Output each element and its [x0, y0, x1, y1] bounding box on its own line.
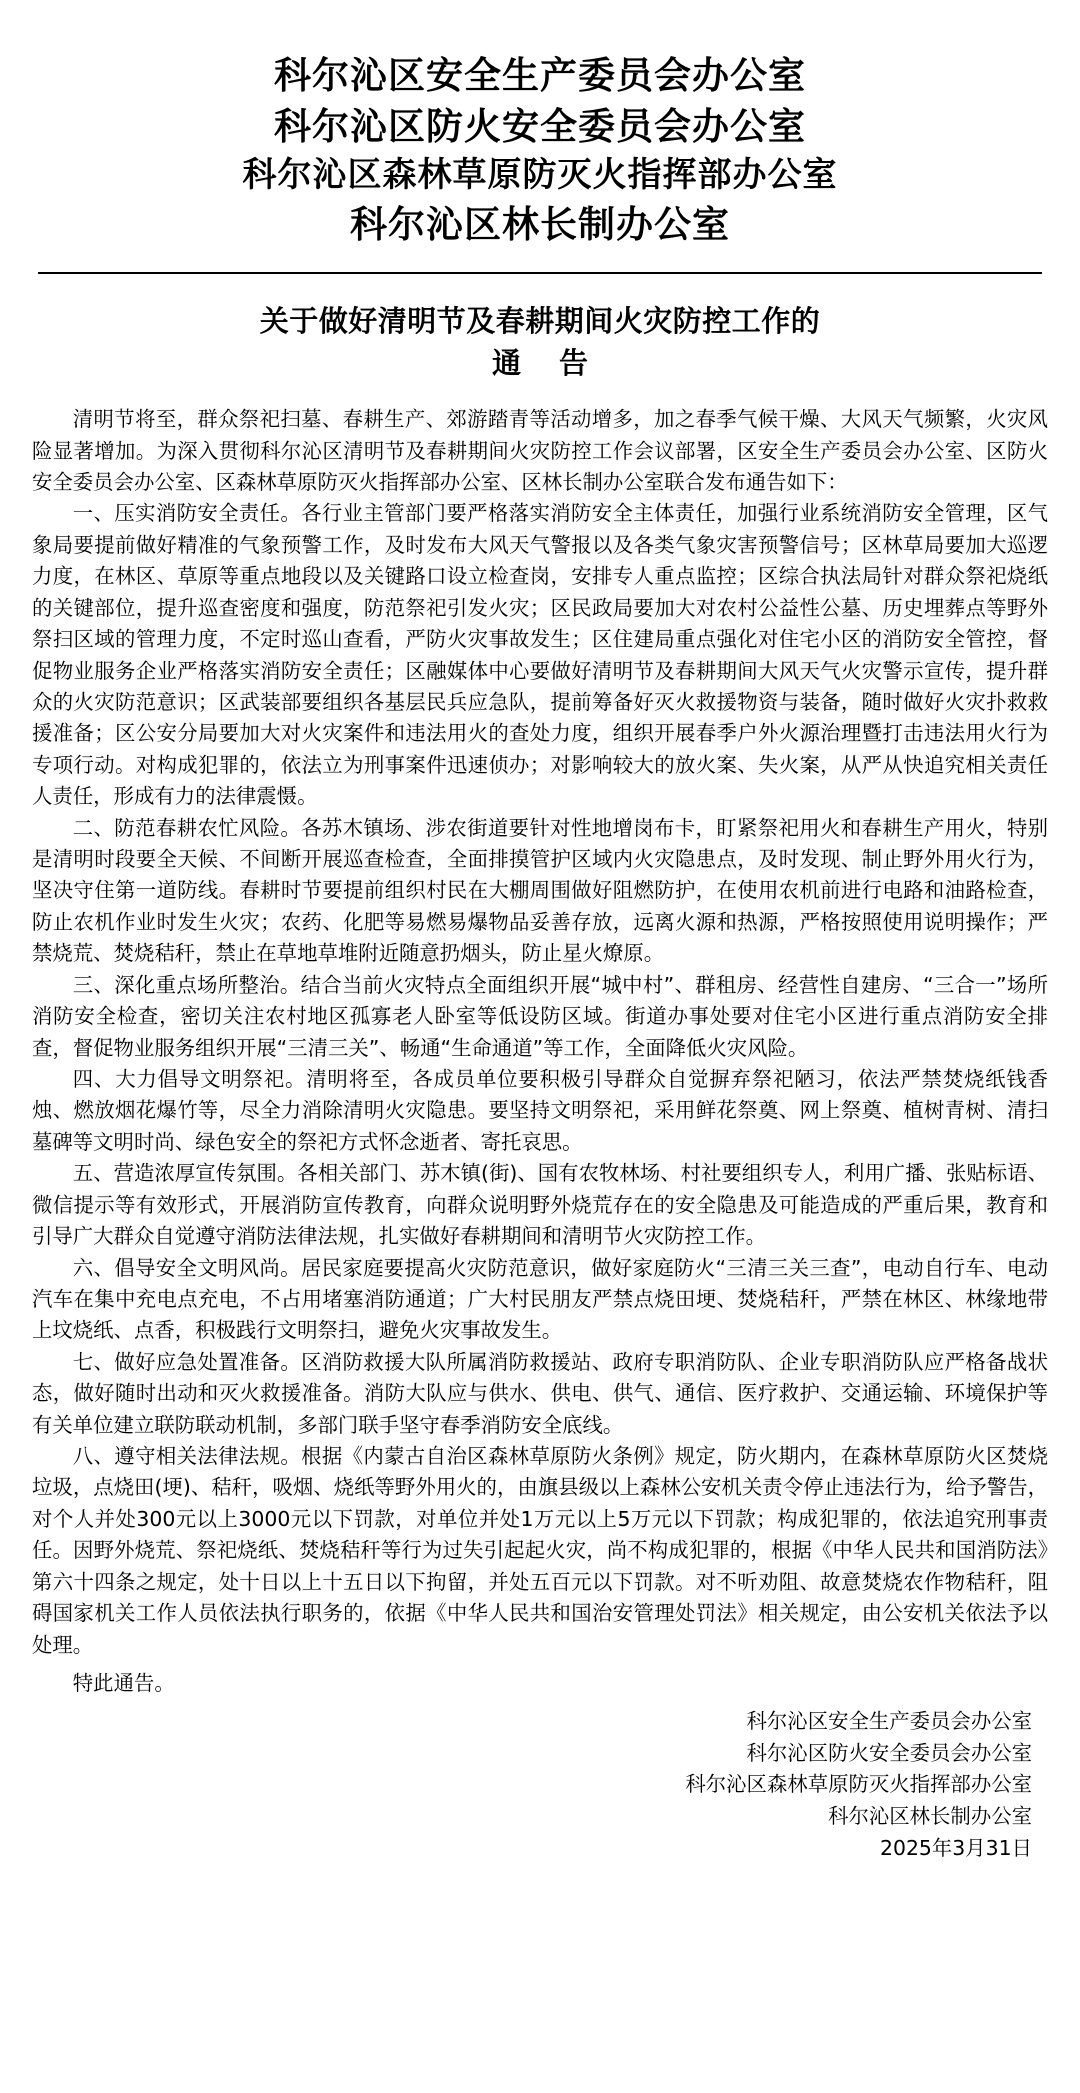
- masthead-line-3: 科尔沁区森林草原防灭火指挥部办公室: [242, 155, 838, 196]
- paragraph-section-7: 七、做好应急处置准备。区消防救援大队所属消防救援站、政府专职消防队、企业专职消防队应严格备战状态，做好随时出动和灭火救援准备。消防大队应与供水、供电、供气、通信、医疗救护、交通运输、环境保护等有关单位建立联防联动机制，多部门联手坚守春季消防安全底线。: [32, 1349, 1048, 1437]
- document-body: [32, 404, 1048, 1661]
- signature-line-3: 科尔沁区森林草原防灭火指挥部办公室: [685, 1772, 1032, 1797]
- masthead-line-4: 科尔沁区林长制办公室: [350, 203, 730, 246]
- paragraph-section-3: 三、深化重点场所整治。结合当前火灾特点全面组织开展“城中村”、群租房、经营性自建房、“三合一”场所消防安全检查，密切关注农村地区孤寡老人卧室等低设防区域。街道办事处要对住宅小区进行重点消防安全排查，督促物业服务组织开展“三清三关”、畅通“生命通道”等工作，全面降低火灾风险。: [32, 972, 1048, 1060]
- closing-statement: 特此通告。: [72, 1671, 175, 1696]
- paragraph-section-4: 四、大力倡导文明祭祀。清明将至，各成员单位要积极引导群众自觉摒弃祭祀陋习，依法严禁焚烧纸钱香烛、燃放烟花爆竹等，尽全力消除清明火灾隐患。要坚持文明祭祀，采用鲜花祭奠、网上祭奠、植树青树、清扫墓碑等文明时尚、绿色安全的祭祀方式怀念逝者、寄托哀思。: [32, 1067, 1048, 1154]
- page-title-line-1: 关于做好清明节及春耕期间火灾防控工作的: [259, 304, 821, 339]
- masthead: [32, 50, 1048, 250]
- paragraph-section-6: 六、倡导安全文明风尚。居民家庭要提高火灾防范意识，做好家庭防火“三清三关三查”，电动自行车、电动汽车在集中充电点充电，不占用堵塞消防通道；广大村民朋友严禁点烧田埂、焚烧秸秆，严禁在林区、林缘地带上坟烧纸、点香，积极践行文明祭扫，避免火灾事故发生。: [32, 1255, 1048, 1343]
- signature-block: [32, 1706, 1048, 1864]
- header-divider: [38, 272, 1042, 274]
- masthead-line-1: 科尔沁区安全生产委员会办公室: [274, 54, 806, 97]
- paragraph-section-1: 一、压实消防安全责任。各行业主管部门要严格落实消防安全主体责任，加强行业系统消防安全管理，区气象局要提前做好精准的气象预警工作，及时发布大风天气警报以及各类气象灾害预警信号；区林草局要加大巡逻力度，在林区、草原等重点地段以及关键路口设立检查岗，安排专人重点监控；区综合执法局针对群众祭祀烧纸的关键部位，提升巡查密度和强度，防范祭祀引发火灾；区民政局要加大对农村公益性公墓、历史埋葬点等野外祭扫区域的管理力度，不定时巡山查看，严防火灾事故发生；区住建局重点强化对住宅小区的消防安全管控，督促物业服务企业严格落实消防安全责任；区融媒体中心要做好清明节及春耕期间大风天气火灾警示宣传，提升群众的火灾防范意识；区武装部要组织各基层民兵应急队，提前筹备好灭火救援物资与装备，随时做好火灾扑救救援准备；区公安分局要加大对火灾案件和违法用火的查处力度，组织开展春季户外火源治理暨打击违法用火行为专项行动。对构成犯罪的，依法立为刑事案件迅速侦办；对影响较大的放火案、失火案，从严从快追究相关责任人责任，形成有力的法律震慑。: [32, 501, 1048, 809]
- paragraph-section-8: 八、遵守相关法律法规。根据《内蒙古自治区森林草原防火条例》规定，防火期内，在森林草原防火区焚烧垃圾，点烧田(埂)、秸秆，吸烟、烧纸等野外用火的，由旗县级以上森林公安机关责令停止违法行为，给予警告，对个人并处300元以上3000元以下罚款，对单位并处1万元以上5万元以下罚款；构成犯罪的，依法追究刑事责任。因野外烧荒、祭祀烧纸、焚烧秸秆等行为过失引起起火灾，尚不构成犯罪的，根据《中华人民共和国消防法》第六十四条之规定，处十日以上十五日以下拘留，并处五百元以下罚款。对不听劝阻、故意焚烧农作物秸秆，阻碍国家机关工作人员依法执行职务的，依据《中华人民共和国治安管理处罚法》相关规定，由公安机关依法予以处理。: [32, 1444, 1048, 1657]
- signature-line-1: 科尔沁区安全生产委员会办公室: [746, 1709, 1032, 1734]
- page-title: [32, 300, 1048, 384]
- paragraph-section-5: 五、营造浓厚宣传氛围。各相关部门、苏木镇(街)、国有农牧林场、村社要组织专人，利用广播、张贴标语、微信提示等有效形式，开展消防宣传教育，向群众说明野外烧荒存在的安全隐患及可能造成的严重后果，教育和引导广大群众自觉遵守消防法律法规，扎实做好春耕期间和清明节火灾防控工作。: [32, 1161, 1048, 1249]
- signature-line-4: 科尔沁区林长制办公室: [828, 1803, 1032, 1828]
- signature-line-2: 科尔沁区防火安全委员会办公室: [746, 1740, 1032, 1765]
- page-title-line-2: 通 告: [491, 346, 603, 381]
- signature-date: 2025年3月31日: [880, 1835, 1032, 1860]
- masthead-line-2: 科尔沁区防火安全委员会办公室: [274, 105, 806, 149]
- paragraph-intro: 清明节将至，群众祭祀扫墓、春耕生产、郊游踏青等活动增多，加之春季气候干燥、大风天气频繁，火灾风险显著增加。为深入贯彻科尔沁区清明节及春耕期间火灾防控工作会议部署，区安全生产委员会办公室、区防火安全委员会办公室、区森林草原防灭火指挥部办公室、区林长制办公室联合发布通告如下：: [32, 407, 1048, 494]
- paragraph-section-2: 二、防范春耕农忙风险。各苏木镇场、涉农街道要针对性地增岗布卡，盯紧祭祀用火和春耕生产用火，特别是清明时段要全天候、不间断开展巡查检查，全面排摸管护区域内火灾隐患点，及时发现、制止野外用火行为，坚决守住第一道防线。春耕时节要提前组织村民在大棚周围做好阻燃防护，在使用农机前进行电路和油路检查，防止农机作业时发生火灾；农药、化肥等易燃易爆物品妥善存放，远离火源和热源，严格按照使用说明操作；严禁烧荒、焚烧秸秆，禁止在草地草堆附近随意扔烟头，防止星火燎原。: [32, 815, 1048, 966]
